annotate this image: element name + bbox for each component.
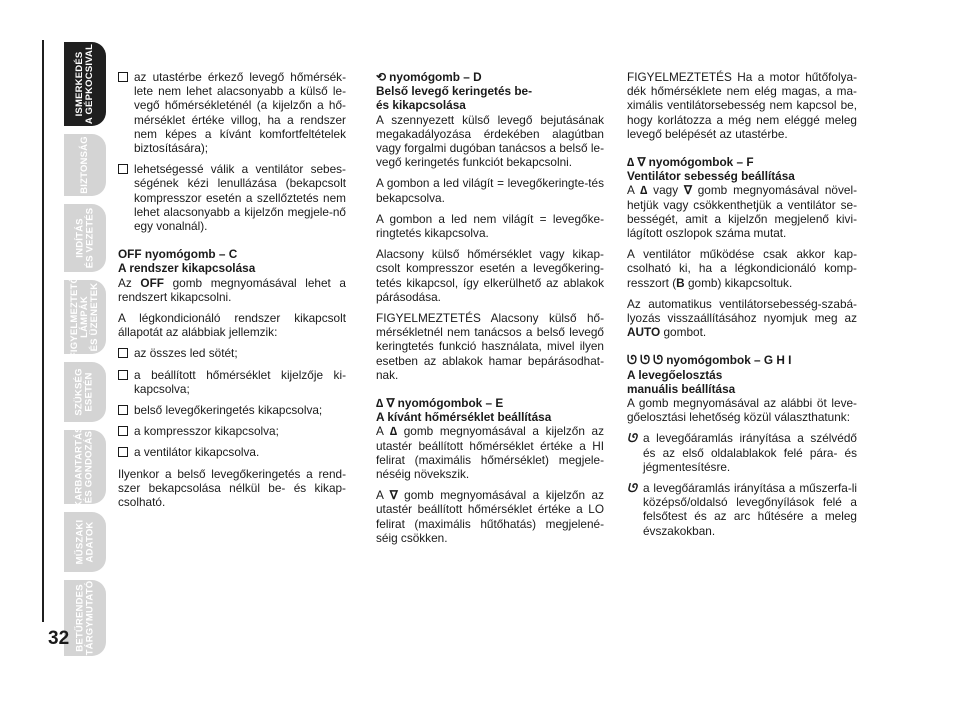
paragraph: Alacsony külső hőmérséklet vagy kikap-csolt kompresszor esetén a levegőkering-tetés kikapcsol, így elkerülhető az ablakok párásodása. — [376, 247, 604, 304]
list-item: belső levegőkeringetés kikapcsolva; — [118, 403, 346, 417]
up-down-arrows-icon: ∆ ∇ — [627, 155, 646, 170]
tab-inditas[interactable]: INDÍTÁS ÉS VEZETÉS — [64, 204, 106, 272]
checkbox-bullet-icon — [118, 348, 128, 358]
list-item: lehetségessé válik a ventilátor sebes-ségének kézi lenullázása (bekapcsolt kompresszor esetén a szellőztetés nem lehet alacsonyabb a kijelzőn megjele-nő egy vonalnál). — [118, 162, 346, 233]
tab-ismerkedes[interactable]: ISMERKEDÉS A GÉPKOCSIVAL — [64, 42, 106, 126]
column-2 — [376, 70, 604, 552]
section-heading: ⟲ nyomógomb – D — [376, 70, 482, 84]
column-3 — [627, 70, 857, 545]
checkbox-bullet-icon — [118, 405, 128, 415]
down-arrow-icon: ∇ — [683, 183, 692, 198]
checkbox-bullet-icon — [118, 72, 128, 82]
paragraph: A gomb megnyomásával az alábbi öt leve-gőelosztási lehetőség közül választhatunk: — [627, 396, 857, 425]
paragraph: Ilyenkor a belső levegőkeringetés a rend-szer bekapcsolása nélkül be- és kikap-csolható. — [118, 466, 346, 510]
paragraph: A szennyezett külső levegő bejutásának megakadályozása érdekében alagútban vagy forgalmi dugóban tanácsos a belső le-vegő keringetés funkciót bekapcsolni. — [376, 112, 604, 170]
paragraph: A gombon a led nem világít = levegőke-ringtetés kikapcsolva. — [376, 211, 604, 241]
checkbox-bullet-icon — [118, 426, 128, 436]
section-subheading: és kikapcsolása — [376, 98, 466, 113]
tab-muszaki[interactable]: MŰSZAKI ADATOK — [64, 512, 106, 572]
air-distribution-icon: ᘎ ᘎ ᘎ — [627, 353, 663, 368]
recirculation-icon: ⟲ — [376, 70, 386, 84]
paragraph: A ∆ gomb megnyomásával a kijelzőn az utastér beállított hőmérséklet értéke a HI felirat (maximális hőmérséklet) megjele-néséig növekszik. — [376, 424, 605, 482]
section-heading: ∆ ∇ nyomógombok – F — [627, 155, 754, 170]
list-item: az utastérbe érkező levegő hőmérsék-lete nem lehet alacsonyabb a külső le-vegő hőmérsékleténél (a kijelzőn a hő-mérséklet értéke villog, ha a rendszer nem képes a kívánt komfortfeltételek biztosítására); — [118, 70, 346, 155]
paragraph: A ventilátor működése csak akkor kap-csolható ki, ha a légkondicionáló komp-resszort (B gomb) kikapcsoltuk. — [627, 247, 857, 290]
tab-biztonsag[interactable]: BIZTONSÁG — [64, 134, 106, 196]
paragraph: FIGYELMEZTETÉS Alacsony külső hő-mérsékletnél nem tanácsos a belső levegő keringtetés funkció használata, mivel ilyen esetben az ablakok hamar bepárásodhat-nak. — [376, 311, 604, 382]
paragraph: A gombon a led világít = levegőkeringte-tés bekapcsolva. — [376, 176, 604, 205]
paragraph: Az automatikus ventilátorsebesség-szabá-lyozás visszaállításához nyomjuk meg az AUTO gombot. — [627, 296, 857, 340]
tab-betu[interactable]: BETŰRENDES TÁRGYMUTATÓ — [64, 580, 106, 656]
page-number: 32 — [48, 628, 70, 649]
paragraph: FIGYELMEZTETÉS Ha a motor hűtőfolya-dék hőmérséklete nem elég magas, a ma-ximális ventilátorsebesség nem kapcsol be, hogy korlátozza a még nem eléggé meleg levegő belépését az utastérbe. — [627, 70, 857, 141]
up-arrow-icon: ∆ — [640, 183, 648, 198]
up-arrow-icon: ∆ — [389, 424, 398, 439]
list-item: ᘎ a levegőáramlás irányítása a műszerfa-li középső/oldalsó levegőnyílások felé a felsőtest és az arc hűtésére a meleg évszakokban. — [627, 481, 857, 538]
checkbox-bullet-icon — [118, 164, 128, 174]
down-arrow-icon: ∇ — [389, 488, 398, 503]
section-heading: OFF nyomógomb – C — [118, 247, 238, 262]
list-item: az összes led sötét; — [118, 346, 346, 360]
section-subheading: A kívánt hőmérséklet beállítása — [376, 410, 552, 425]
checkbox-bullet-icon — [118, 447, 128, 457]
section-subheading: A rendszer kikapcsolása — [118, 261, 256, 276]
tab-figyelmezteto[interactable]: FIGYELMEZTETŐ LÁMPÁK ÉS ÜZENETEK — [64, 280, 106, 354]
section-subheading: Belső levegő keringetés be- — [376, 84, 533, 99]
list-item: a beállított hőmérséklet kijelzője ki-kapcsolva; — [118, 368, 346, 396]
checkbox-bullet-icon — [118, 370, 128, 380]
list-item: a ventilátor kikapcsolva. — [118, 445, 346, 459]
list-item: a kompresszor kikapcsolva; — [118, 424, 346, 438]
paragraph: A ∆ vagy ∇ gomb megnyomásával növel-hetjük vagy csökkenthetjük a ventilátor se-bességét, amit a kijelzőn megjelenő kivi-lágított oszlopok száma mutat. — [627, 183, 858, 241]
tab-karbantartas[interactable]: KARBANTARTÁS ÉS GONDOZÁS — [64, 430, 106, 504]
section-subheading: A levegőelosztás — [627, 367, 723, 382]
list-item: ᘎ a levegőáramlás irányítása a szélvédő és az első oldalablakok felé pára- és jégmentesítésre. — [627, 431, 857, 474]
up-down-arrows-icon: ∆ ∇ — [376, 396, 395, 411]
section-heading: ∆ ∇ nyomógombok – E — [376, 396, 504, 411]
column-1 — [118, 70, 346, 516]
tab-szukseg[interactable]: SZÜKSÉG ESETÉN — [64, 362, 106, 422]
section-subheading: Ventilátor sebesség beállítása — [627, 169, 795, 184]
paragraph: Az OFF gomb megnyomásával lehet a rendszert kikapcsolni. — [118, 275, 346, 304]
paragraph: A ∇ gomb megnyomásával a kijelzőn az utastér beállított hőmérséklet értéke a LO felirat (maximális hűtőhatás) megjelené-séig csökken. — [376, 488, 605, 545]
paragraph: A légkondicionáló rendszer kikapcsolt állapotát az alábbiak jellemzik: — [118, 311, 346, 340]
air-distribution-icon: ᘎ — [627, 431, 637, 446]
air-distribution-icon: ᘎ — [627, 481, 637, 496]
section-subheading: manuális beállítása — [627, 381, 736, 396]
section-heading: ᘎ ᘎ ᘎ nyomógombok – G H I — [627, 353, 792, 368]
